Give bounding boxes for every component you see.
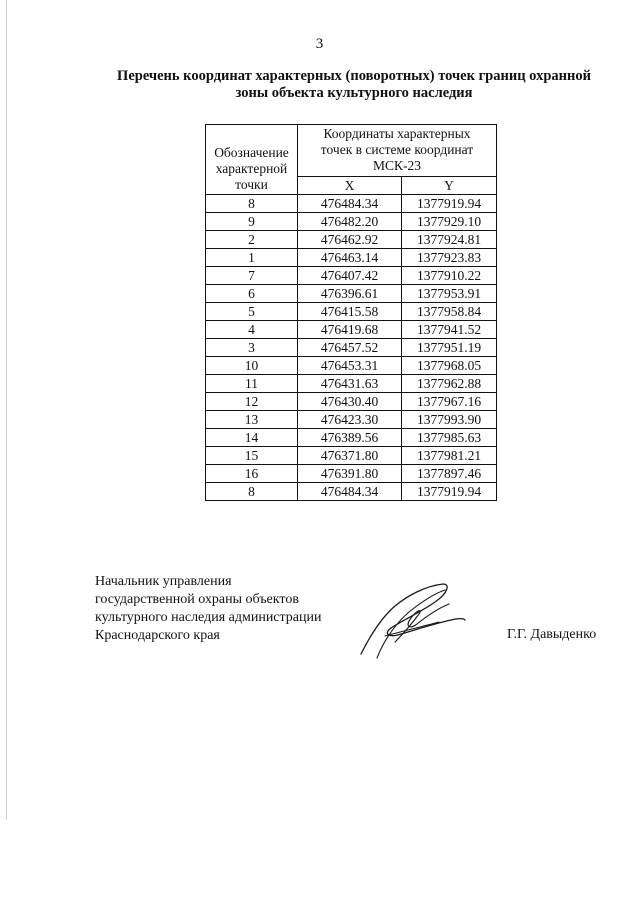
table-row bbox=[206, 303, 497, 321]
signer-title-line-3: культурного наследия администрации bbox=[95, 610, 322, 625]
cell-y: 1377968.05 bbox=[402, 357, 497, 375]
cell-point: 1 bbox=[206, 249, 298, 267]
table-row bbox=[206, 357, 497, 375]
page-number: 3 bbox=[315, 36, 324, 52]
document-title bbox=[100, 68, 608, 102]
cell-y: 1377924.81 bbox=[402, 231, 497, 249]
table-row bbox=[206, 393, 497, 411]
cell-y: 1377953.91 bbox=[402, 285, 497, 303]
cell-x: 476419.68 bbox=[298, 321, 402, 339]
cell-x: 476415.58 bbox=[298, 303, 402, 321]
cell-point: 8 bbox=[206, 483, 298, 501]
cell-y: 1377910.22 bbox=[402, 267, 497, 285]
table-row bbox=[206, 267, 497, 285]
header-coordinates-group bbox=[298, 125, 497, 177]
cell-x: 476484.34 bbox=[298, 483, 402, 501]
cell-x: 476407.42 bbox=[298, 267, 402, 285]
signer-title-line-4: Краснодарского края bbox=[95, 628, 220, 643]
header-group-line-1: Координаты характерных bbox=[323, 126, 471, 141]
table-row bbox=[206, 339, 497, 357]
cell-x: 476430.40 bbox=[298, 393, 402, 411]
handwritten-signature bbox=[355, 578, 470, 660]
cell-point: 7 bbox=[206, 267, 298, 285]
table-row bbox=[206, 411, 497, 429]
cell-y: 1377923.83 bbox=[402, 249, 497, 267]
coordinates-table bbox=[205, 124, 497, 501]
header-point-line-2: характерной bbox=[215, 161, 288, 176]
cell-x: 476457.52 bbox=[298, 339, 402, 357]
cell-point: 3 bbox=[206, 339, 298, 357]
cell-x: 476371.80 bbox=[298, 447, 402, 465]
cell-y: 1377967.16 bbox=[402, 393, 497, 411]
cell-y: 1377962.88 bbox=[402, 375, 497, 393]
cell-point: 16 bbox=[206, 465, 298, 483]
header-group-line-3: МСК-23 bbox=[372, 158, 421, 173]
cell-x: 476423.30 bbox=[298, 411, 402, 429]
cell-x: 476391.80 bbox=[298, 465, 402, 483]
cell-y: 1377951.19 bbox=[402, 339, 497, 357]
table-row bbox=[206, 375, 497, 393]
header-point-line-3: точки bbox=[235, 177, 268, 192]
cell-y: 1377993.90 bbox=[402, 411, 497, 429]
cell-point: 5 bbox=[206, 303, 298, 321]
cell-x: 476431.63 bbox=[298, 375, 402, 393]
signer-title-line-1: Начальник управления bbox=[95, 574, 232, 589]
header-group-line-2: точек в системе координат bbox=[320, 142, 474, 157]
table-row bbox=[206, 249, 497, 267]
cell-y: 1377981.21 bbox=[402, 447, 497, 465]
cell-y: 1377985.63 bbox=[402, 429, 497, 447]
cell-x: 476389.56 bbox=[298, 429, 402, 447]
cell-x: 476484.34 bbox=[298, 195, 402, 213]
table-row bbox=[206, 321, 497, 339]
table-row bbox=[206, 231, 497, 249]
cell-x: 476463.14 bbox=[298, 249, 402, 267]
cell-x: 476482.20 bbox=[298, 213, 402, 231]
signer-position bbox=[95, 573, 322, 645]
cell-y: 1377958.84 bbox=[402, 303, 497, 321]
title-line-2: зоны объекта культурного наследия bbox=[235, 85, 473, 101]
cell-point: 13 bbox=[206, 411, 298, 429]
cell-point: 11 bbox=[206, 375, 298, 393]
cell-y: 1377919.94 bbox=[402, 483, 497, 501]
header-point-line-1: Обозначение bbox=[214, 145, 289, 160]
header-point-designation bbox=[206, 125, 298, 195]
signer-name: Г.Г. Давыденко bbox=[507, 627, 597, 642]
cell-y: 1377941.52 bbox=[402, 321, 497, 339]
cell-x: 476453.31 bbox=[298, 357, 402, 375]
cell-point: 12 bbox=[206, 393, 298, 411]
cell-point: 15 bbox=[206, 447, 298, 465]
cell-point: 10 bbox=[206, 357, 298, 375]
cell-point: 2 bbox=[206, 231, 298, 249]
cell-y: 1377929.10 bbox=[402, 213, 497, 231]
cell-point: 8 bbox=[206, 195, 298, 213]
header-y: Y bbox=[402, 177, 497, 195]
table-row bbox=[206, 429, 497, 447]
table-row bbox=[206, 483, 497, 501]
table-row bbox=[206, 285, 497, 303]
cell-x: 476396.61 bbox=[298, 285, 402, 303]
cell-x: 476462.92 bbox=[298, 231, 402, 249]
cell-point: 4 bbox=[206, 321, 298, 339]
cell-y: 1377919.94 bbox=[402, 195, 497, 213]
signer-title-line-2: государственной охраны объектов bbox=[95, 592, 299, 607]
cell-point: 14 bbox=[206, 429, 298, 447]
table-row bbox=[206, 447, 497, 465]
cell-y: 1377897.46 bbox=[402, 465, 497, 483]
table-row bbox=[206, 465, 497, 483]
page-edge-line bbox=[6, 0, 7, 820]
table-row bbox=[206, 195, 497, 213]
cell-point: 6 bbox=[206, 285, 298, 303]
header-x: X bbox=[298, 177, 402, 195]
table-header-row bbox=[206, 125, 497, 177]
title-line-1: Перечень координат характерных (поворотных) точек границ охранной bbox=[117, 68, 591, 84]
cell-point: 9 bbox=[206, 213, 298, 231]
table-row bbox=[206, 213, 497, 231]
